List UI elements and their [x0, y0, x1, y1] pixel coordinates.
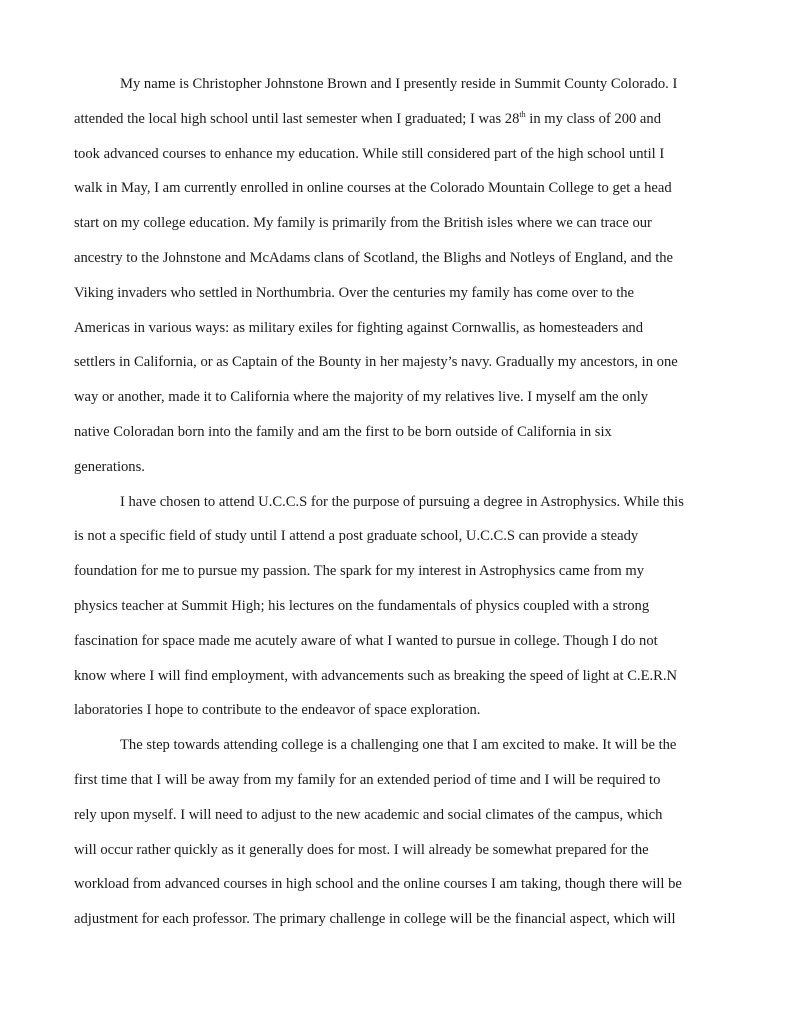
text-line: first time that I will be away from my family for an extended period of time and I will be required to — [74, 771, 661, 788]
text-line: generations. — [74, 458, 145, 475]
text-line: native Coloradan born into the family and am the first to be born outside of California in six — [74, 423, 612, 440]
text-segment: in my class of 200 and — [525, 110, 662, 127]
paragraph-challenges — [74, 728, 720, 937]
text-line: The step towards attending college is a challenging one that I am excited to make. It will be the — [120, 737, 677, 754]
superscript-ordinal: th — [519, 109, 526, 119]
text-line: is not a specific field of study until I attend a post graduate school, U.C.C.S can provide a steady — [74, 528, 639, 545]
text-line: laboratories I hope to contribute to the endeavor of space exploration. — [74, 702, 481, 719]
text-segment: attended the local high school until last semester when I graduated; I was 28 — [74, 110, 520, 127]
text-line: will occur rather quickly as it generally does for most. I will already be somewhat prepared for the — [74, 841, 649, 858]
text-line: way or another, made it to California where the majority of my relatives live. I myself am the only — [74, 389, 649, 406]
text-line: Americas in various ways: as military exiles for fighting against Cornwallis, as homesteaders and — [74, 319, 644, 336]
text-line: settlers in California, or as Captain of the Bounty in her majesty’s navy. Gradually my ancestors, in one — [74, 354, 678, 371]
essay-body — [74, 67, 720, 937]
text-line: adjustment for each professor. The primary challenge in college will be the financial aspect, which will — [74, 911, 676, 928]
text-line: start on my college education. My family is primarily from the British isles where we can trace our — [74, 215, 652, 232]
paragraph-college-choice — [74, 485, 720, 729]
text-line: foundation for me to pursue my passion. The spark for my interest in Astrophysics came from my — [74, 563, 644, 580]
text-line: took advanced courses to enhance my education. While still considered part of the high school until I — [74, 145, 665, 162]
text-line: Viking invaders who settled in Northumbria. Over the centuries my family has come over to the — [74, 284, 635, 301]
text-line: rely upon myself. I will need to adjust to the new academic and social climates of the campus, which — [74, 806, 663, 823]
text-line: fascination for space made me acutely aware of what I wanted to pursue in college. Though I do not — [74, 632, 658, 649]
text-line: I have chosen to attend U.C.C.S for the purpose of pursuing a degree in Astrophysics. While this — [120, 493, 684, 510]
text-line: workload from advanced courses in high school and the online courses I am taking, though there will be — [74, 876, 682, 893]
text-line: walk in May, I am currently enrolled in online courses at the Colorado Mountain College to get a head — [74, 180, 672, 197]
text-line: My name is Christopher Johnstone Brown and I presently reside in Summit County Colorado. I — [120, 76, 678, 92]
text-line — [74, 102, 720, 137]
paragraph-introduction — [74, 67, 720, 485]
text-line: ancestry to the Johnstone and McAdams clans of Scotland, the Blighs and Notleys of England, and the — [74, 249, 674, 266]
text-line: know where I will find employment, with advancements such as breaking the speed of light at C.E.R.N — [74, 667, 678, 684]
text-line: physics teacher at Summit High; his lectures on the fundamentals of physics coupled with a strong — [74, 597, 650, 614]
